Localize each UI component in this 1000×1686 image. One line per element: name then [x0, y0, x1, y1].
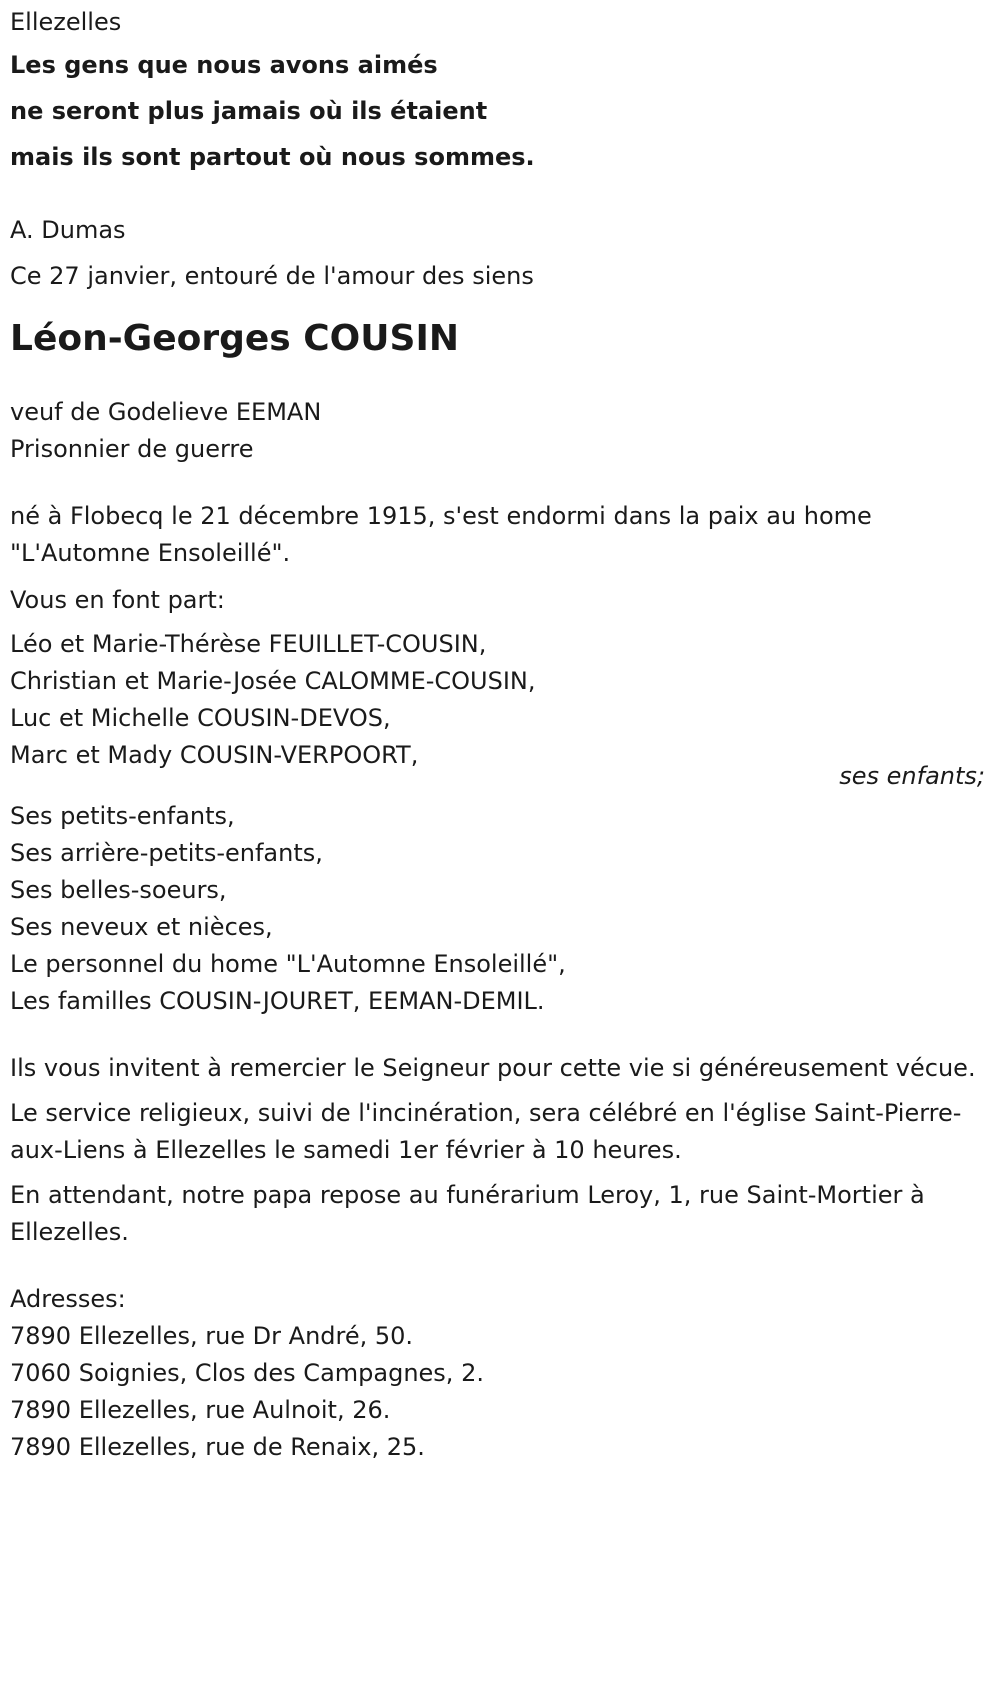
- address-line: 7890 Ellezelles, rue Aulnoit, 26.: [10, 1396, 391, 1424]
- list-item: Ses neveux et nièces,: [10, 913, 273, 941]
- announce-label: Vous en font part:: [10, 586, 225, 614]
- address-line: 7060 Soignies, Clos des Campagnes, 2.: [10, 1359, 484, 1387]
- list-item: Marc et Mady COUSIN-VERPOORT,: [10, 741, 419, 769]
- relatives-list: [10, 798, 990, 1020]
- intro-text: Ce 27 janvier, entouré de l'amour des siens: [10, 262, 534, 290]
- quote-line: ne seront plus jamais où ils étaient: [10, 97, 488, 125]
- list-item: Léo et Marie-Thérèse FEUILLET-COUSIN,: [10, 630, 487, 658]
- children-label: ses enfants;: [839, 762, 985, 790]
- thanks-paragraph: Ils vous invitent à remercier le Seigneur pour cette vie si généreusement vécue.: [10, 1054, 976, 1082]
- service-paragraph: Le service religieux, suivi de l'incinération, sera célébré en l'église Saint-Pierre-aux-Liens à Ellezelles le samedi 1er février à 10 heures.: [10, 1099, 962, 1164]
- list-item: Le personnel du home "L'Automne Ensoleillé",: [10, 950, 566, 978]
- detail-line: Prisonnier de guerre: [10, 435, 254, 463]
- detail-line: veuf de Godelieve EEMAN: [10, 398, 322, 426]
- list-item: Christian et Marie-Josée CALOMME-COUSIN,: [10, 667, 536, 695]
- deceased-name: Léon-Georges COUSIN: [10, 318, 459, 359]
- list-item: Luc et Michelle COUSIN-DEVOS,: [10, 704, 391, 732]
- address-line: 7890 Ellezelles, rue Dr André, 50.: [10, 1322, 414, 1350]
- funerarium-paragraph: En attendant, notre papa repose au funérarium Leroy, 1, rue Saint-Mortier à Ellezelles.: [10, 1181, 925, 1246]
- list-item: Les familles COUSIN-JOURET, EEMAN-DEMIL.: [10, 987, 545, 1015]
- details-block: [10, 394, 990, 468]
- locality: Ellezelles: [10, 8, 122, 36]
- list-item: Ses belles-soeurs,: [10, 876, 227, 904]
- children-list: [10, 626, 990, 774]
- quote-block: [10, 42, 990, 180]
- quote-author: A. Dumas: [10, 216, 126, 244]
- quote-line: mais ils sont partout où nous sommes.: [10, 143, 535, 171]
- list-item: Ses arrière-petits-enfants,: [10, 839, 323, 867]
- quote-line: Les gens que nous avons aimés: [10, 51, 438, 79]
- addresses-label: Adresses:: [10, 1285, 126, 1313]
- addresses-list: [10, 1318, 990, 1466]
- birth-paragraph: né à Flobecq le 21 décembre 1915, s'est endormi dans la paix au home "L'Automne Ensoleillé".: [10, 502, 872, 567]
- address-line: 7890 Ellezelles, rue de Renaix, 25.: [10, 1433, 425, 1461]
- list-item: Ses petits-enfants,: [10, 802, 235, 830]
